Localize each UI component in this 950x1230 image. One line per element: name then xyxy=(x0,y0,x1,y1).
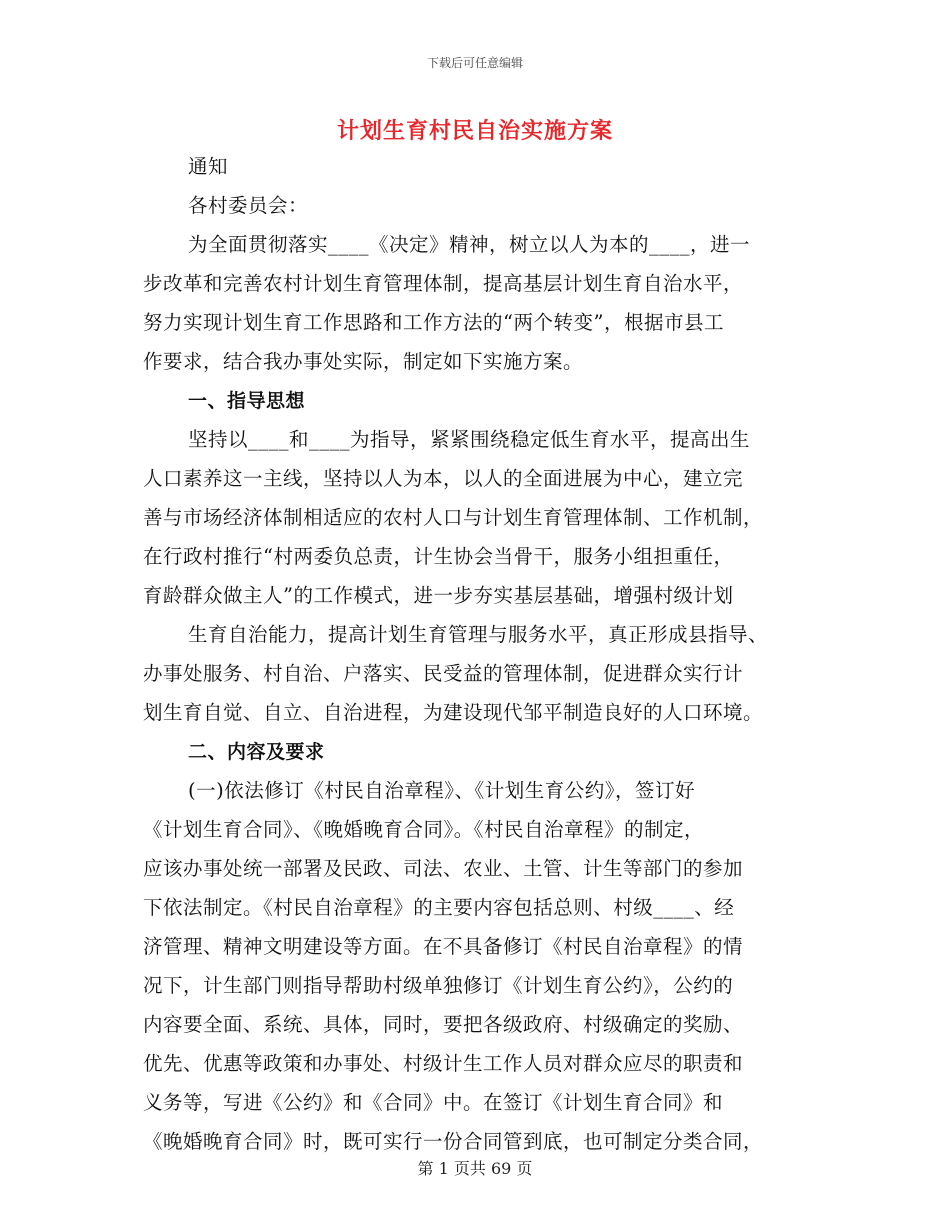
body-line: 在行政村推行“村两委负总责，计生协会当骨干，服务小组担重任， xyxy=(143,545,734,568)
body-line: 为全面贯彻落实____《决定》精神，树立以人为本的____，进一 xyxy=(188,233,751,256)
body-line: 作要求，结合我办事处实际，制定如下实施方案。 xyxy=(143,350,584,373)
body-line: 内容要全面、系统、具体，同时，要把各级政府、村级确定的奖励、 xyxy=(143,1013,744,1036)
body-line: 坚持以____和____为指导，紧紧围绕稳定低生育水平，提高出生 xyxy=(188,428,751,451)
body-line: 生育自治能力，提高计划生育管理与服务水平，真正形成县指导、 xyxy=(188,623,769,646)
body-line: 各村委员会： xyxy=(188,194,309,217)
body-line: 下依法制定。《村民自治章程》的主要内容包括总则、村级____、经 xyxy=(143,896,735,919)
body-line: 况下，计生部门则指导帮助村级单独修订《计划生育公约》，公约的 xyxy=(143,974,734,997)
body-line: 优先、优惠等政策和办事处、村级计生工作人员对群众应尽的职责和 xyxy=(143,1052,744,1075)
body-line: 应该办事处统一部署及民政、司法、农业、土管、计生等部门的参加 xyxy=(143,857,744,880)
section-heading: 二、内容及要求 xyxy=(188,741,325,763)
body-line: (一)依法修订《村民自治章程》、《计划生育公约》，签订好 xyxy=(188,779,695,802)
body-line: 努力实现计划生育工作思路和工作方法的“两个转变”，根据市县工 xyxy=(143,311,724,334)
body-line: 义务等，写进《公约》和《合同》中。在签订《计划生育合同》和 xyxy=(143,1091,724,1114)
body-line: 济管理、精神文明建设等方面。在不具备修订《村民自治章程》的情 xyxy=(143,935,744,958)
body-line: 善与市场经济体制相适应的农村人口与计划生育管理体制、工作机制， xyxy=(143,506,764,529)
body-line: 划生育自觉、自立、自治进程，为建设现代邹平制造良好的人口环境。 xyxy=(143,701,764,724)
section-heading: 一、指导思想 xyxy=(188,390,306,412)
body-line: 《计划生育合同》、《晚婚晚育合同》。《村民自治章程》的制定， xyxy=(143,818,705,841)
body-line: 《晚婚晚育合同》时，既可实行一份合同管到底，也可制定分类合同， xyxy=(143,1130,764,1153)
body-line: 步改革和完善农村计划生育管理体制，提高基层计划生育自治水平， xyxy=(143,272,744,295)
body-line: 人口素养这一主线，坚持以人为本，以人的全面进展为中心，建立完 xyxy=(143,467,744,490)
body-line: 办事处服务、村自治、户落实、民受益的管理体制，促进群众实行计 xyxy=(143,662,744,685)
header-note: 下载后可任意编辑 xyxy=(426,56,523,70)
page-footer: 第 1 页共 69 页 xyxy=(417,1159,533,1178)
body-line: 通知 xyxy=(188,155,229,178)
document-title: 计划生育村民自治实施方案 xyxy=(336,119,613,144)
body-line: 育龄群众做主人”的工作模式，进一步夯实基层基础，增强村级计划 xyxy=(143,584,734,607)
